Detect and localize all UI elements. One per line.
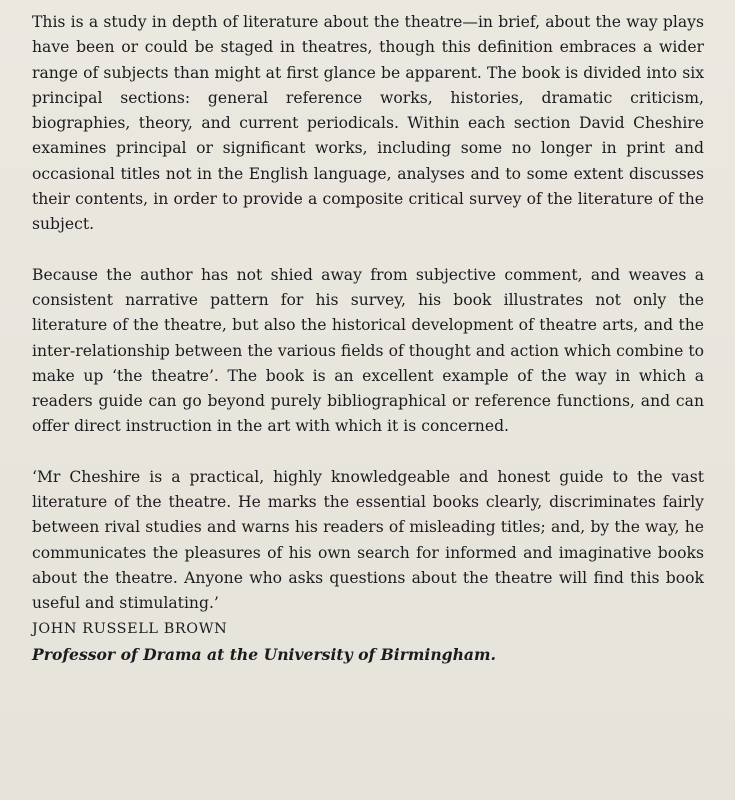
quote-author-name: JOHN RUSSELL BROWN [32,620,228,637]
description-paragraph-1: This is a study in depth of literature about the theatre—in brief, about the way plays have been or could be staged in theatres, though this definition embraces a wider range of subjects than might at first glance be apparent. The book is divided into six principal sections: general reference works, histories, dramatic criticism, biographies, theory, and current periodicals. Within each section David Cheshire examines principal or significant works, including some no longer in print and occasional titles not in the English language, analyses and to some extent discusses their contents, in order to provide a composite critical survey of the literature of the subject. [32,13,704,234]
jacket-text-block [32,10,704,667]
description-paragraph-2: Because the author has not shied away from subjective comment, and weaves a consistent narrative pattern for his survey, his book illustrates not only the literature of the theatre, but also the historical development of theatre arts, and the inter-relationship between the various fields of thought and action which combine to make up ‘the theatre’. The book is an excellent example of the way in which a readers guide can go beyond purely bibliographical or reference functions, and can offer direct instruction in the art with which it is concerned. [32,265,704,436]
quote-author-title: Professor of Drama at the University of Birmingham. [32,644,496,664]
review-quote-paragraph: ‘Mr Cheshire is a practical, highly knowledgeable and honest guide to the vast literature of the theatre. He marks the essential books clearly, discriminates fairly between rival studies and warns his readers of misleading titles; and, by the way, he communicates the pleasures of his own search for informed and imaginative books about the theatre. Anyone who asks questions about the theatre will find this book useful and stimulating.’ [32,467,704,613]
